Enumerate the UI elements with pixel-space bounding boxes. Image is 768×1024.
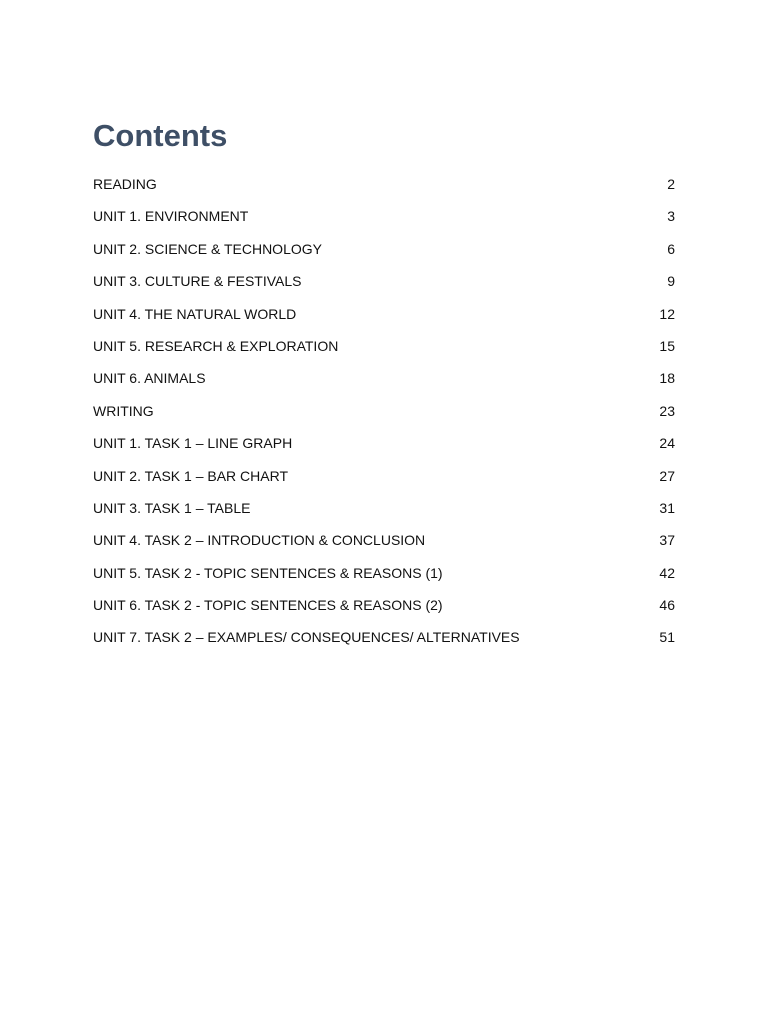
page-title: Contents	[93, 118, 228, 153]
toc-entry-page-number: 27	[659, 467, 675, 484]
toc-entry[interactable]	[93, 200, 675, 232]
toc-entry-page-number: 31	[659, 499, 675, 516]
toc-entry[interactable]	[93, 621, 675, 653]
toc-entry[interactable]	[93, 168, 675, 200]
toc-entry-label: UNIT 2. TASK 1 – BAR CHART	[93, 467, 289, 484]
toc-entry[interactable]	[93, 233, 675, 265]
toc-entry[interactable]	[93, 492, 675, 524]
toc-entry-label: UNIT 3. CULTURE & FESTIVALS	[93, 273, 302, 290]
toc-entry[interactable]	[93, 330, 675, 362]
toc-entry-page-number: 51	[659, 629, 675, 646]
toc-entry-page-number: 3	[667, 208, 675, 225]
toc-entry-page-number: 42	[659, 564, 675, 581]
toc-entry-label: UNIT 1. ENVIRONMENT	[93, 208, 249, 225]
toc-entry[interactable]	[93, 427, 675, 459]
toc-entry[interactable]	[93, 460, 675, 492]
toc-entry-label: READING	[93, 176, 157, 192]
toc-entry[interactable]	[93, 589, 675, 621]
toc-entry-label: UNIT 5. RESEARCH & EXPLORATION	[93, 337, 339, 354]
toc-entry-page-number: 23	[659, 402, 675, 419]
toc-entry[interactable]	[93, 265, 675, 297]
toc-entry-page-number: 15	[659, 337, 675, 354]
toc-entry-page-number: 18	[659, 370, 675, 387]
toc-entry[interactable]	[93, 524, 675, 556]
toc-entry-page-number: 37	[659, 532, 675, 549]
toc-entry-label: UNIT 6. TASK 2 - TOPIC SENTENCES & REASONS (2)	[93, 597, 443, 614]
toc-entry[interactable]	[93, 395, 675, 427]
toc-entry[interactable]	[93, 298, 675, 330]
toc-entry-label: UNIT 7. TASK 2 – EXAMPLES/ CONSEQUENCES/ ALTERNATIVES	[93, 629, 520, 646]
toc-entry-page-number: 9	[667, 273, 675, 290]
toc-entry-page-number: 24	[659, 435, 675, 452]
toc-entry[interactable]	[93, 362, 675, 394]
toc-entry-label: UNIT 4. TASK 2 – INTRODUCTION & CONCLUSION	[93, 532, 426, 549]
toc-entry-label: UNIT 2. SCIENCE & TECHNOLOGY	[93, 240, 322, 257]
table-of-contents	[93, 168, 675, 654]
toc-entry-label: WRITING	[93, 402, 154, 419]
toc-entry[interactable]	[93, 557, 675, 589]
toc-entry-label: UNIT 4. THE NATURAL WORLD	[93, 305, 297, 322]
toc-entry-page-number: 12	[659, 305, 675, 322]
toc-entry-label: UNIT 5. TASK 2 - TOPIC SENTENCES & REASONS (1)	[93, 564, 443, 581]
toc-entry-page-number: 46	[659, 597, 675, 614]
toc-entry-label: UNIT 6. ANIMALS	[93, 370, 206, 387]
toc-entry-page-number: 2	[667, 176, 675, 192]
toc-entry-label: UNIT 3. TASK 1 – TABLE	[93, 499, 251, 516]
toc-entry-label: UNIT 1. TASK 1 – LINE GRAPH	[93, 435, 293, 452]
toc-entry-page-number: 6	[667, 240, 675, 257]
